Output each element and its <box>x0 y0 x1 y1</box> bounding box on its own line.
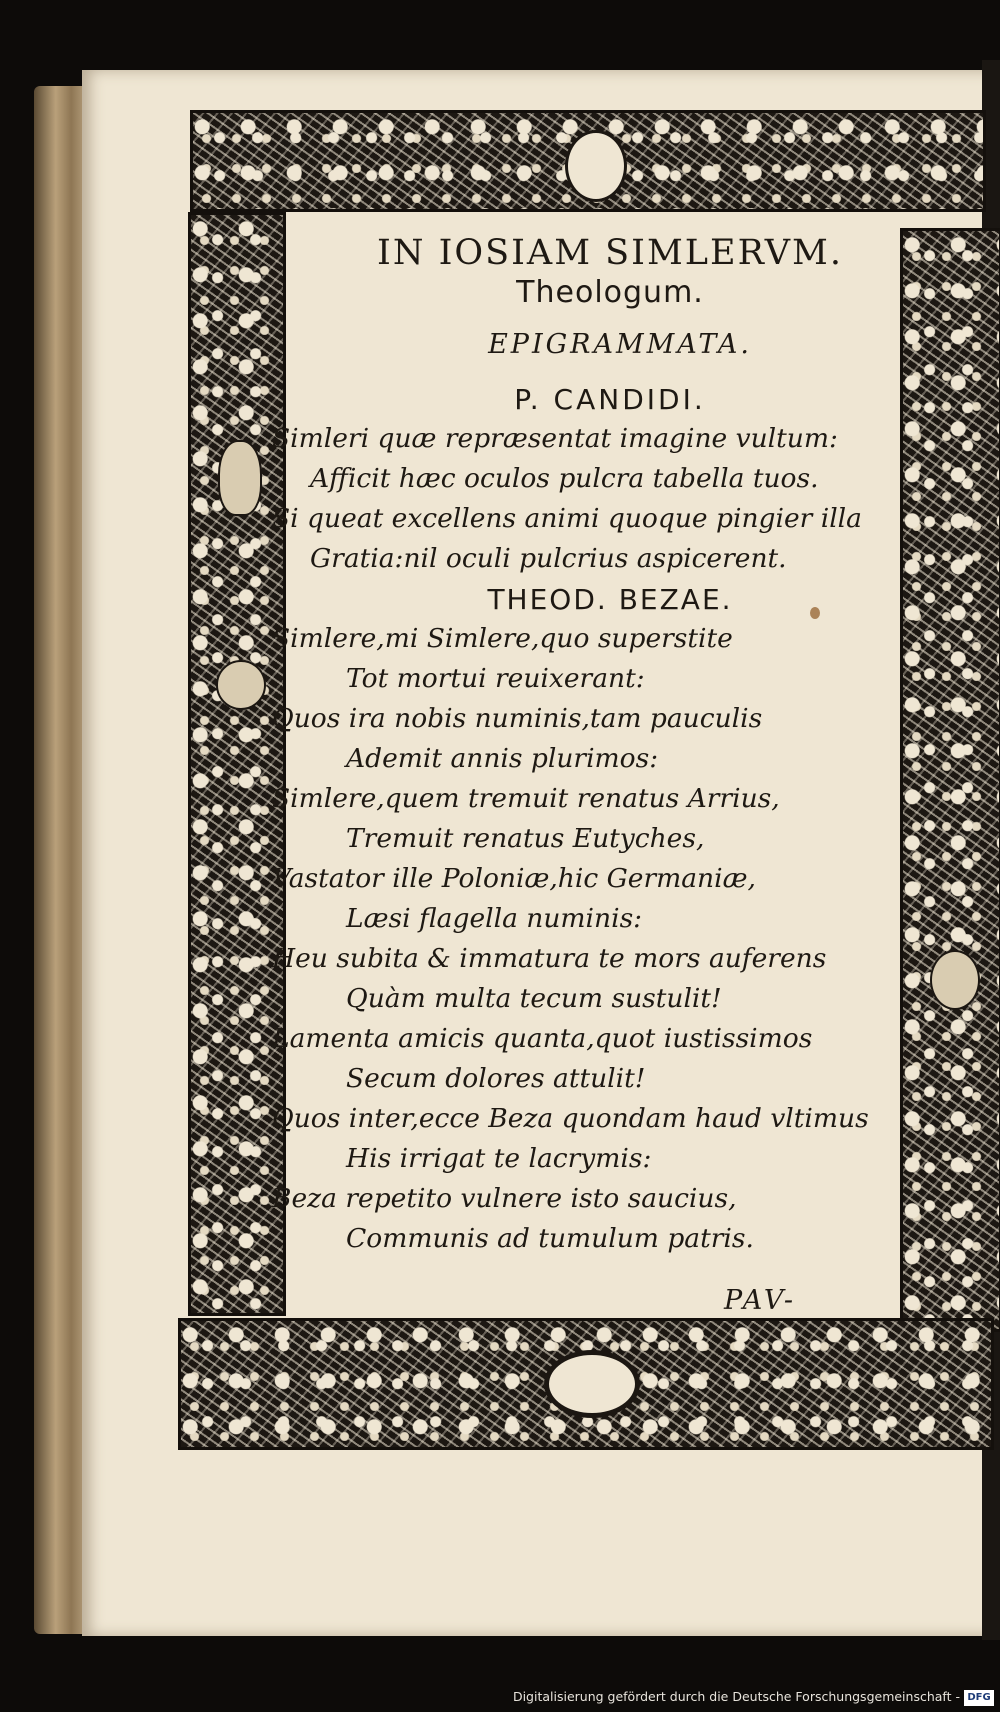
verse-line: Simleri quæ repræsentat imagine vultum: <box>272 423 838 454</box>
author-heading-beza: THEOD. BEZAE. <box>487 583 733 616</box>
dfg-logo: DFG <box>964 1690 994 1706</box>
verse-line: Communis ad tumulum patris. <box>346 1223 754 1254</box>
text-block <box>272 215 900 1316</box>
verse-line: Lamenta amicis quanta,quot iustissimos <box>272 1023 813 1054</box>
verse-line: Si queat excellens animi quoque pingier illa <box>272 503 862 534</box>
verse-line: Afficit hæc oculos pulcra tabella tuos. <box>310 463 819 494</box>
verse-line: His irrigat te lacrymis: <box>346 1143 652 1174</box>
footer-bar <box>0 1678 1000 1712</box>
verse-line: Quos inter,ecce Beza quondam haud vltimus <box>272 1103 869 1134</box>
verse-line: Gratia:nil oculi pulcrius aspicerent. <box>310 543 787 574</box>
woodcut-border-left <box>188 212 286 1316</box>
subtitle-line: Theologum. <box>516 275 704 310</box>
oval-cartouche <box>544 1350 640 1418</box>
verse-line: Heu subita & immatura te mors auferens <box>272 943 827 974</box>
verse-line: Secum dolores attulit! <box>346 1063 646 1094</box>
verse-line: Læsi flagella numinis: <box>346 903 643 934</box>
beast-ornament <box>930 950 980 1010</box>
verse-line: Ademit annis plurimos: <box>346 743 659 774</box>
verse-line: Simlere,mi Simlere,quo superstite <box>272 623 733 654</box>
owl-ornament <box>218 440 262 516</box>
title-line: IN IOSIAM SIMLERVM. <box>377 233 843 273</box>
woodcut-border-right <box>900 228 1000 1332</box>
verse-line: Beza repetito vulnere isto saucius, <box>272 1183 737 1214</box>
verse-line: Quos ira nobis numinis,tam pauculis <box>272 703 763 734</box>
catchword: PAV- <box>724 1285 796 1316</box>
verse-line: Tot mortui reuixerant: <box>346 663 645 694</box>
verse-line: Quàm multa tecum sustulit! <box>346 983 722 1014</box>
section-heading: EPIGRAMMATA. <box>488 329 752 360</box>
author-heading-candidi: P. CANDIDI. <box>514 383 706 416</box>
mask-ornament <box>565 130 627 202</box>
verse-line: Simlere,quem tremuit renatus Arrius, <box>272 783 780 814</box>
fruit-ornament <box>216 660 266 710</box>
verse-line: Tremuit renatus Eutyches, <box>346 823 705 854</box>
verse-line: Vastator ille Poloniæ,hic Germaniæ, <box>272 863 756 894</box>
footer-credit: Digitalisierung gefördert durch die Deutsche Forschungsgemeinschaft - <box>512 1689 960 1704</box>
